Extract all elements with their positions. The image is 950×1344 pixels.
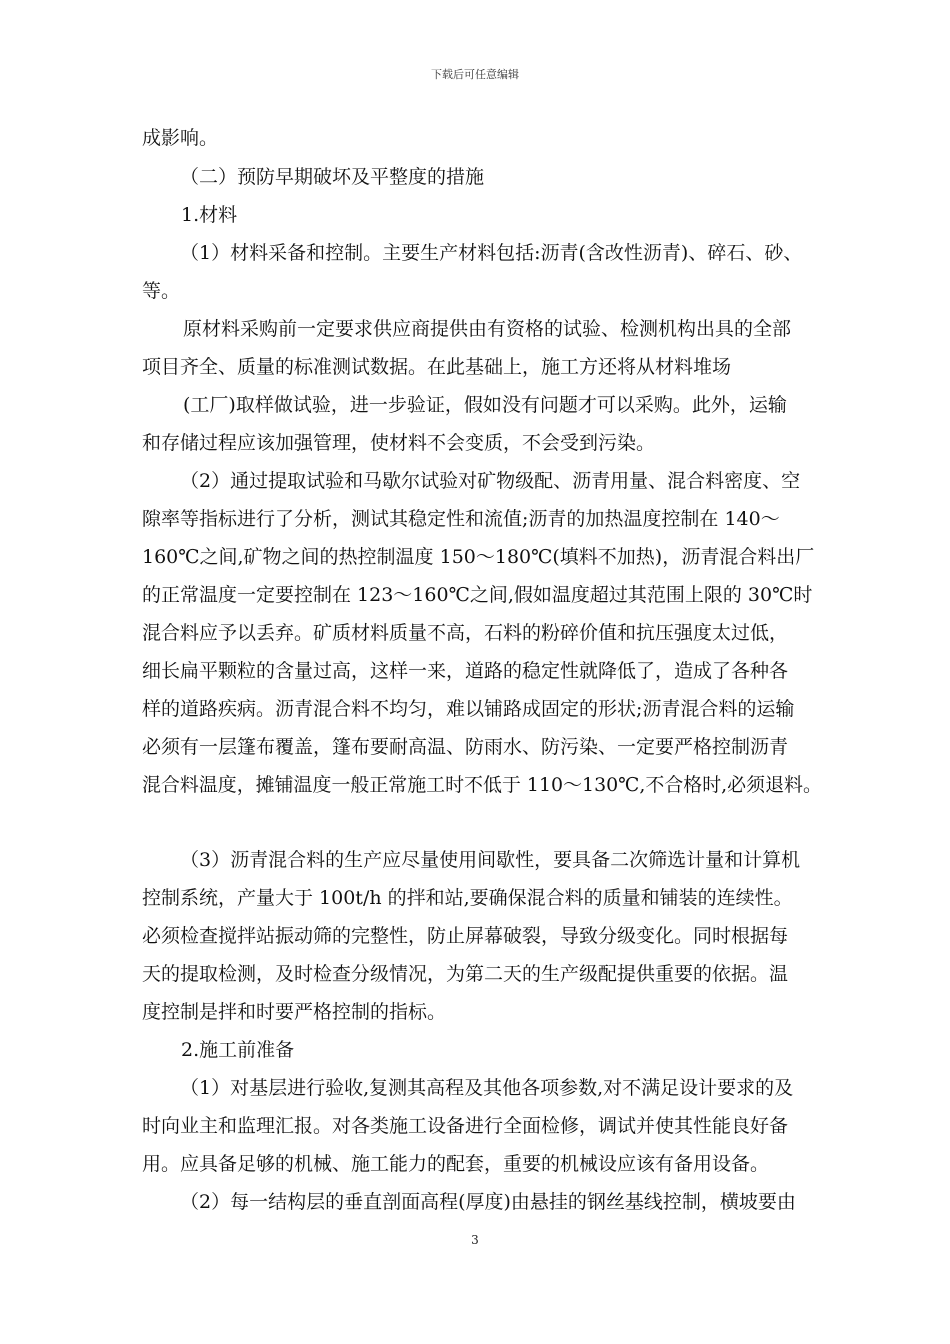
text-line: 等。 xyxy=(142,280,181,302)
text-line: 的正常温度一定要控制在 123～160℃之间,假如温度超过其范围上限的 30℃时 xyxy=(142,584,813,606)
text-line: 原材料采购前一定要求供应商提供由有资格的试验、检测机构出具的全部 xyxy=(183,318,792,340)
text-line: 混合料温度，摊铺温度一般正常施工时不低于 110～130℃,不合格时,必须退料。 xyxy=(142,774,822,796)
text-line: 成影响。 xyxy=(142,127,219,149)
text-line: （二）预防早期破坏及平整度的措施 xyxy=(180,166,485,188)
text-line: 用。应具备足够的机械、施工能力的配套，重要的机械设应该有备用设备。 xyxy=(142,1153,770,1175)
text-line: 160℃之间,矿物之间的热控制温度 150～180℃(填料不加热)，沥青混合料出厂 xyxy=(142,546,815,568)
text-line: 度控制是拌和时要严格控制的指标。 xyxy=(142,1001,447,1023)
text-line: 细长扁平颗粒的含量过高，这样一来，道路的稳定性就降低了，造成了各种各 xyxy=(142,660,789,682)
text-line: 1.材料 xyxy=(181,204,238,226)
text-line: 必须有一层篷布覆盖，篷布要耐高温、防雨水、防污染、一定要严格控制沥青 xyxy=(142,736,789,758)
text-line: （1）材料采备和控制。主要生产材料包括:沥青(含改性沥青)、碎石、砂、 xyxy=(180,242,803,264)
text-line: 2.施工前准备 xyxy=(181,1039,295,1061)
text-line: 隙率等指标进行了分析，测试其稳定性和流值;沥青的加热温度控制在 140～ xyxy=(142,508,780,530)
text-line: 样的道路疾病。沥青混合料不均匀，难以铺路成固定的形状;沥青混合料的运输 xyxy=(142,698,795,720)
text-line: 混合料应予以丢弃。矿质材料质量不高，石料的粉碎价值和抗压强度太过低， xyxy=(142,622,789,644)
page-number: 3 xyxy=(471,1233,479,1247)
text-line: (工厂)取样做试验，进一步验证，假如没有问题才可以采购。此外，运输 xyxy=(183,394,787,416)
text-line: 时向业主和监理汇报。对各类施工设备进行全面检修，调试并使其性能良好备 xyxy=(142,1115,789,1137)
text-line: （2）每一结构层的垂直剖面高程(厚度)由悬挂的钢丝基线控制，横坡要由 xyxy=(180,1191,796,1213)
text-line: 控制系统，产量大于 100t/h 的拌和站,要确保混合料的质量和铺装的连续性。 xyxy=(142,887,793,909)
text-line: 和存储过程应该加强管理，使材料不会变质，不会受到污染。 xyxy=(142,432,656,454)
text-line: 必须检查搅拌站振动筛的完整性，防止屏幕破裂，导致分级变化。同时根据每 xyxy=(142,925,789,947)
text-line: （1）对基层进行验收,复测其高程及其他各项参数,对不满足设计要求的及 xyxy=(180,1077,794,1099)
text-line: 项目齐全、质量的标准测试数据。在此基础上，施工方还将从材料堆场 xyxy=(142,356,732,378)
text-line: （2）通过提取试验和马歇尔试验对矿物级配、沥青用量、混合料密度、空 xyxy=(180,470,801,492)
text-line: 天的提取检测，及时检查分级情况，为第二天的生产级配提供重要的依据。温 xyxy=(142,963,789,985)
page-header: 下载后可任意编辑 xyxy=(431,68,519,81)
text-line: （3）沥青混合料的生产应尽量使用间歇性，要具备二次筛选计量和计算机 xyxy=(180,849,801,871)
